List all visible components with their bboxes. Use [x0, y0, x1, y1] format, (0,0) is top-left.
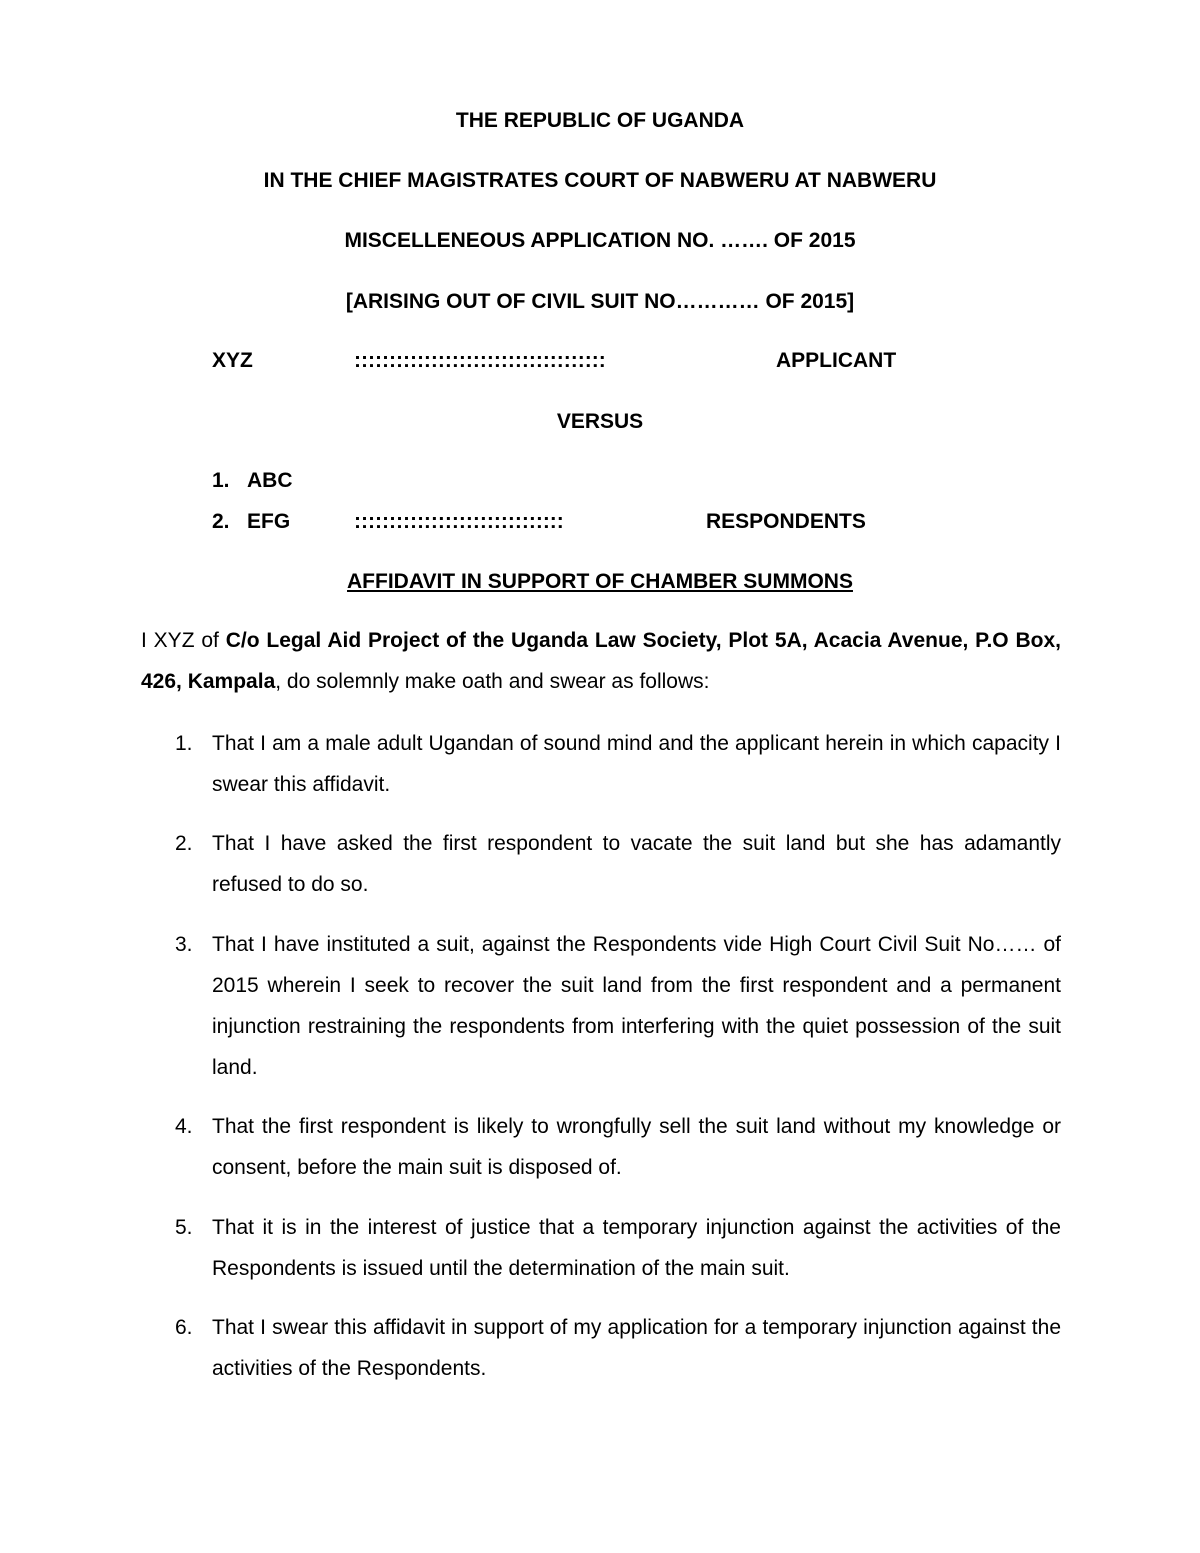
intro-paragraph [141, 620, 1061, 702]
paragraph-2 [141, 823, 1061, 905]
paragraph-4 [141, 1106, 1061, 1188]
versus-label: VERSUS [556, 410, 644, 433]
respondent-dots: :::::::::::::::::::::::::::::: [354, 510, 564, 533]
respondent-role: RESPONDENTS [706, 510, 866, 533]
intro-address: C/o Legal Aid Project of the Uganda Law Society, Plot 5A, Acacia Avenue, P.O Box, 426, Kampala [141, 629, 1061, 693]
arising-suit: [ARISING OUT OF CIVIL SUIT NO………… OF 2015] [345, 290, 855, 313]
affidavit-title: AFFIDAVIT IN SUPPORT OF CHAMBER SUMMONS [347, 570, 853, 593]
intro-suffix: , do solemnly make oath and swear as follows: [275, 670, 710, 693]
paragraph-3 [141, 924, 1061, 1088]
paragraph-number: 5. [175, 1216, 193, 1239]
paragraph-text: That I swear this affidavit in support of my application for a temporary injunction against the activities of the Respondents. [212, 1316, 1061, 1380]
application-number: MISCELLENEOUS APPLICATION NO. ……. OF 2015 [344, 229, 856, 252]
paragraph-number: 1. [175, 732, 193, 755]
respondent-2-number: 2. [212, 510, 230, 533]
court-heading: IN THE CHIEF MAGISTRATES COURT OF NABWERU AT NABWERU [263, 169, 937, 192]
respondent-2-name: EFG [247, 510, 291, 533]
applicant-dots: :::::::::::::::::::::::::::::::::::: [354, 349, 606, 372]
respondent-1-number: 1. [212, 469, 230, 492]
paragraph-5 [141, 1207, 1061, 1289]
applicant-name: XYZ [212, 349, 253, 372]
paragraph-number: 4. [175, 1115, 193, 1138]
paragraph-1 [141, 723, 1061, 805]
paragraph-number: 2. [175, 832, 193, 855]
respondent-1-name: ABC [247, 469, 293, 492]
paragraph-number: 6. [175, 1316, 193, 1339]
applicant-role: APPLICANT [776, 349, 897, 372]
paragraph-number: 3. [175, 933, 193, 956]
republic-heading: THE REPUBLIC OF UGANDA [455, 109, 745, 132]
paragraph-text: That it is in the interest of justice that a temporary injunction against the activities of the Respondents is issued until the determination of the main suit. [212, 1216, 1061, 1280]
paragraph-text: That I have asked the first respondent to vacate the suit land but she has adamantly refused to do so. [212, 832, 1061, 896]
paragraph-text: That I am a male adult Ugandan of sound mind and the applicant herein in which capacity I swear this affidavit. [212, 732, 1061, 796]
intro-prefix: I XYZ of [141, 629, 226, 652]
paragraph-6 [141, 1307, 1061, 1389]
paragraph-text: That I have instituted a suit, against the Respondents vide High Court Civil Suit No…… of 2015 wherein I seek to recover the suit land from the first respondent and a permanent injunction restraining the respondents from interfering with the quiet possession of the suit land. [212, 933, 1061, 1079]
paragraph-text: That the first respondent is likely to wrongfully sell the suit land without my knowledge or consent, before the main suit is disposed of. [212, 1115, 1061, 1179]
